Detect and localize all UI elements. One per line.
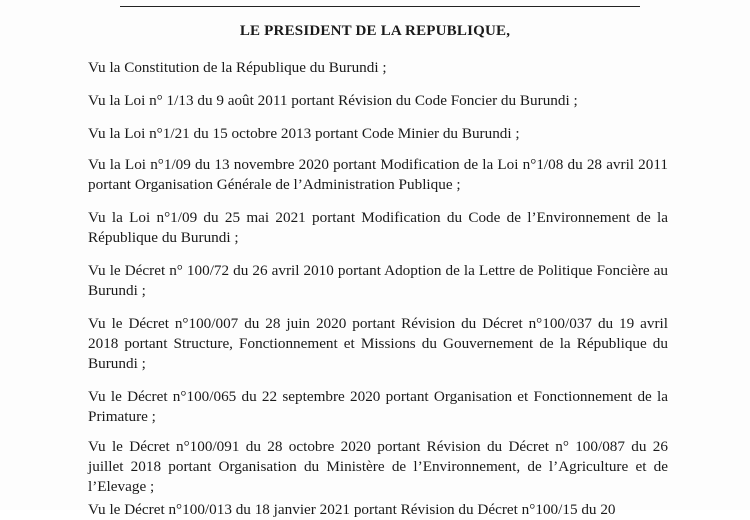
considerant-10: Vu le Décret n°100/013 du 18 janvier 2021 portant Révision du Décret n°100/15 du 20 bbox=[88, 501, 616, 518]
considerant-8: Vu le Décret n°100/065 du 22 septembre 2020 portant Organisation et Fonctionnement de la Primature ; bbox=[88, 388, 668, 425]
considerant-3: Vu la Loi n°1/21 du 15 octobre 2013 portant Code Minier du Burundi ; bbox=[88, 125, 520, 142]
document-heading: LE PRESIDENT DE LA REPUBLIQUE, bbox=[239, 23, 511, 39]
considerant-9: Vu le Décret n°100/091 du 28 octobre 2020 portant Révision du Décret n° 100/087 du 26 juillet 2018 portant Organisation du Ministère de l’Environnement, de l’Agriculture et de l’Elevage ; bbox=[88, 438, 668, 495]
considerant-7: Vu le Décret n°100/007 du 28 juin 2020 portant Révision du Décret n°100/037 du 19 avril 2018 portant Structure, Fonctionnement et Missions du Gouvernement de la République du Burundi ; bbox=[88, 315, 668, 372]
considerant-6: Vu le Décret n° 100/72 du 26 avril 2010 portant Adoption de la Lettre de Politique Foncière au Burundi ; bbox=[88, 262, 668, 299]
considerant-5: Vu la Loi n°1/09 du 25 mai 2021 portant Modification du Code de l’Environnement de la République du Burundi ; bbox=[88, 209, 668, 246]
considerant-4: Vu la Loi n°1/09 du 13 novembre 2020 portant Modification de la Loi n°1/08 du 28 avril 2011 portant Organisation Générale de l’Administration Publique ; bbox=[88, 156, 668, 193]
considerant-1: Vu la Constitution de la République du Burundi ; bbox=[88, 59, 387, 76]
considerant-2: Vu la Loi n° 1/13 du 9 août 2011 portant Révision du Code Foncier du Burundi ; bbox=[88, 92, 578, 109]
top-rule bbox=[120, 6, 640, 7]
